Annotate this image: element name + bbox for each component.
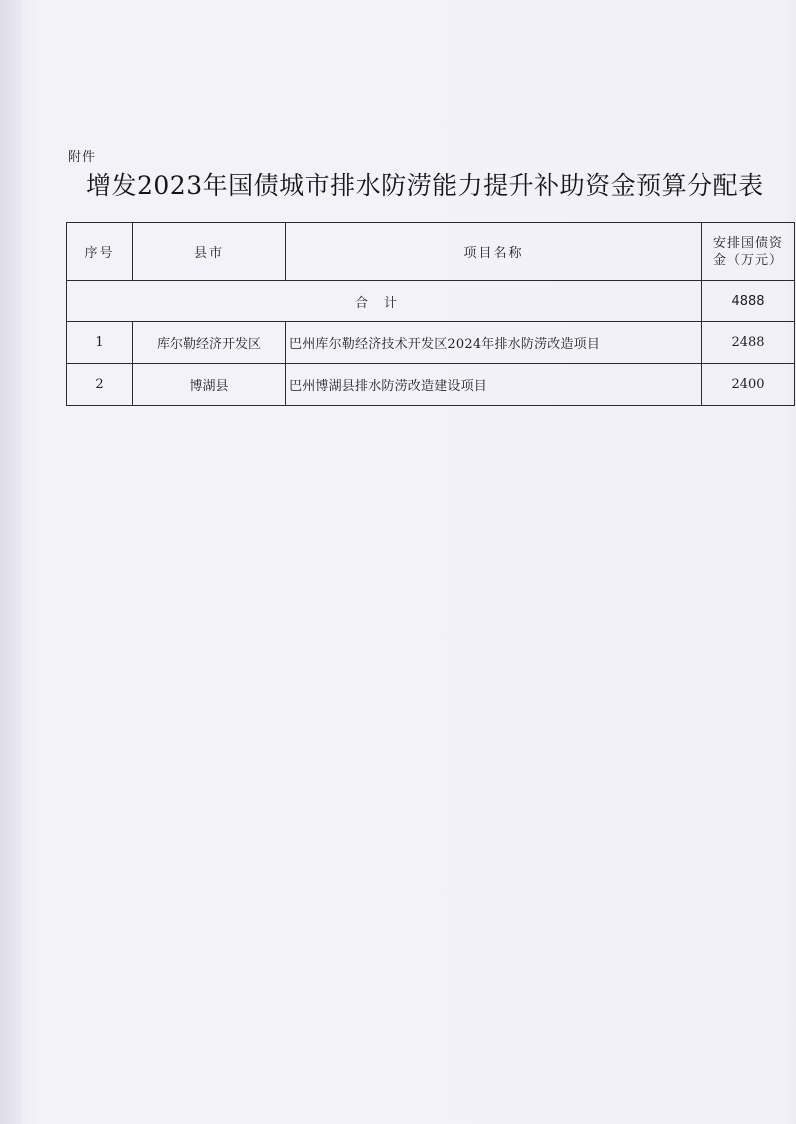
header-seq: 序号 bbox=[67, 223, 133, 281]
table-row bbox=[67, 322, 795, 364]
row-seq: 1 bbox=[67, 322, 133, 364]
row-project: 巴州博湖县排水防涝改造建设项目 bbox=[286, 364, 702, 406]
row-project: 巴州库尔勒经济技术开发区2024年排水防涝改造项目 bbox=[286, 322, 702, 364]
header-project: 项目名称 bbox=[286, 223, 702, 281]
table-row bbox=[67, 364, 795, 406]
header-county: 县市 bbox=[133, 223, 286, 281]
total-row bbox=[67, 281, 795, 322]
row-amount: 2488 bbox=[702, 322, 795, 364]
scan-right-edge bbox=[785, 0, 796, 1124]
header-amount: 安排国债资金（万元） bbox=[702, 223, 795, 281]
attachment-label: 附件 bbox=[68, 150, 97, 165]
allocation-table bbox=[66, 222, 795, 406]
scan-left-edge bbox=[0, 0, 22, 1124]
row-county: 库尔勒经济开发区 bbox=[133, 322, 286, 364]
document-title: 增发2023年国债城市排水防涝能力提升补助资金预算分配表 bbox=[86, 171, 764, 200]
row-county: 博湖县 bbox=[133, 364, 286, 406]
total-amount: 4888 bbox=[702, 281, 795, 322]
total-label: 合计 bbox=[67, 281, 702, 322]
row-seq: 2 bbox=[67, 364, 133, 406]
table-header-row bbox=[67, 223, 795, 281]
row-amount: 2400 bbox=[702, 364, 795, 406]
